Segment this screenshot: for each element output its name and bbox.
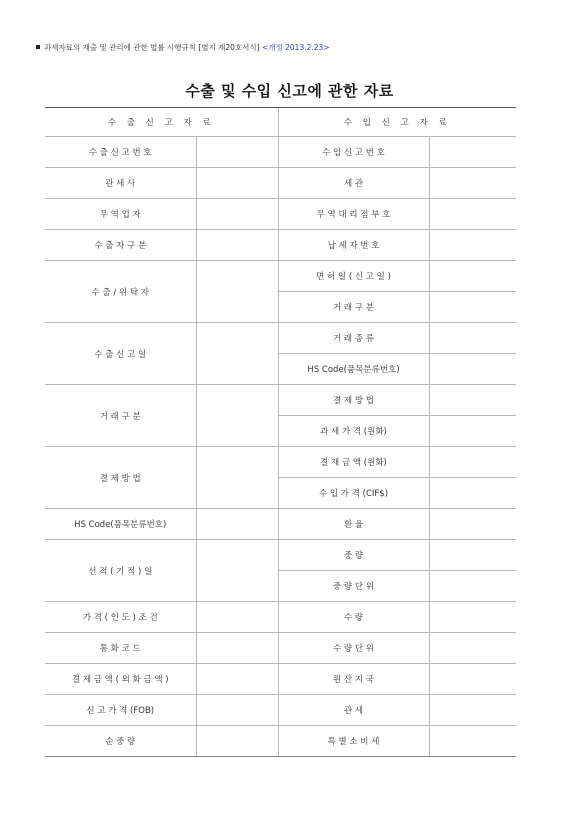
export-value-field[interactable]: [196, 633, 278, 664]
export-value-field[interactable]: [196, 230, 278, 261]
export-label: 무 역 업 자: [45, 199, 196, 230]
revision-date: <개정 2013.2.23>: [261, 43, 330, 52]
import-value-field[interactable]: [429, 695, 516, 726]
table-row: [45, 199, 516, 230]
export-value-field[interactable]: [196, 602, 278, 633]
export-value-field[interactable]: [196, 385, 278, 447]
import-value-field[interactable]: [429, 354, 516, 385]
import-label: 수 입 가 격 (CIF$): [278, 478, 429, 509]
table-row: [45, 509, 516, 540]
export-value-field[interactable]: [196, 168, 278, 199]
import-value-field[interactable]: [429, 137, 516, 168]
table-row: [45, 447, 516, 478]
import-value-field[interactable]: [429, 726, 516, 757]
export-value-field[interactable]: [196, 726, 278, 757]
export-label: 수 출 / 위 탁 자: [45, 261, 196, 323]
export-label: 수 출 신 고 번 호: [45, 137, 196, 168]
import-label: 거 래 구 분: [278, 292, 429, 323]
table-row: [45, 633, 516, 664]
export-value-field[interactable]: [196, 695, 278, 726]
import-label: 납 세 자 번 호: [278, 230, 429, 261]
table-row: [45, 540, 516, 571]
import-label: 수 량 단 위: [278, 633, 429, 664]
import-label: 무 역 대 리 점 부 호: [278, 199, 429, 230]
export-value-field[interactable]: [196, 137, 278, 168]
export-column-header: 수 출 신 고 자 료: [45, 108, 278, 137]
table-row: [45, 230, 516, 261]
table-row: [45, 726, 516, 757]
export-label: 수 출 자 구 분: [45, 230, 196, 261]
import-value-field[interactable]: [429, 509, 516, 540]
import-value-field[interactable]: [429, 664, 516, 695]
export-label: 수 출 신 고 일: [45, 323, 196, 385]
import-value-field[interactable]: [429, 447, 516, 478]
table-row: [45, 323, 516, 354]
import-label: 수 입 신 고 번 호: [278, 137, 429, 168]
import-value-field[interactable]: [429, 416, 516, 447]
export-label: 가 격 ( 인 도 ) 조 건: [45, 602, 196, 633]
import-label: 중 량: [278, 540, 429, 571]
import-label: 세 관: [278, 168, 429, 199]
form-reference-note: [36, 42, 330, 53]
export-value-field[interactable]: [196, 664, 278, 695]
export-label: 결 제 금 액 ( 외 화 금 액 ): [45, 664, 196, 695]
import-value-field[interactable]: [429, 385, 516, 416]
import-value-field[interactable]: [429, 602, 516, 633]
table-header-row: [45, 108, 516, 137]
import-value-field[interactable]: [429, 323, 516, 354]
import-label: 원 산 지 국: [278, 664, 429, 695]
export-label: 선 적 ( 기 적 ) 일: [45, 540, 196, 602]
import-label: 거 래 종 류: [278, 323, 429, 354]
table-row: [45, 664, 516, 695]
export-label: 순 중 량: [45, 726, 196, 757]
page-title: 수출 및 수입 신고에 관한 자료: [185, 82, 394, 100]
table-row: [45, 695, 516, 726]
import-label: 과 세 가 격 (원화): [278, 416, 429, 447]
export-value-field[interactable]: [196, 199, 278, 230]
import-label: 면 허 일 ( 신 고 일 ): [278, 261, 429, 292]
import-value-field[interactable]: [429, 230, 516, 261]
table-row: [45, 168, 516, 199]
import-label: 특 별 소 비 세: [278, 726, 429, 757]
declaration-table: [45, 107, 516, 757]
table-row: [45, 385, 516, 416]
export-label: 결 제 방 법: [45, 447, 196, 509]
import-value-field[interactable]: [429, 571, 516, 602]
table-row: [45, 602, 516, 633]
export-value-field[interactable]: [196, 447, 278, 509]
import-column-header: 수 입 신 고 자 료: [278, 108, 516, 137]
export-value-field[interactable]: [196, 323, 278, 385]
import-value-field[interactable]: [429, 261, 516, 292]
import-value-field[interactable]: [429, 199, 516, 230]
import-value-field[interactable]: [429, 168, 516, 199]
import-value-field[interactable]: [429, 540, 516, 571]
export-label: 관 세 사: [45, 168, 196, 199]
table-row: [45, 261, 516, 292]
bullet-icon: [36, 45, 40, 49]
import-label: 중 량 단 위: [278, 571, 429, 602]
import-label: HS Code(품목분류번호): [278, 354, 429, 385]
import-value-field[interactable]: [429, 478, 516, 509]
export-label: 신 고 가 격 (FOB): [45, 695, 196, 726]
table-row: [45, 137, 516, 168]
export-label: HS Code(품목분류번호): [45, 509, 196, 540]
import-value-field[interactable]: [429, 292, 516, 323]
import-label: 결 제 방 법: [278, 385, 429, 416]
form-reference-text: 과세자료의 제출 및 관리에 관한 법률 시행규칙 [별지 제20호서식]: [44, 43, 260, 52]
import-label: 결 재 금 액 (원화): [278, 447, 429, 478]
export-value-field[interactable]: [196, 509, 278, 540]
export-value-field[interactable]: [196, 540, 278, 602]
import-label: 관 세: [278, 695, 429, 726]
export-value-field[interactable]: [196, 261, 278, 323]
export-label: 거 래 구 분: [45, 385, 196, 447]
import-value-field[interactable]: [429, 633, 516, 664]
export-label: 통 화 코 드: [45, 633, 196, 664]
import-label: 수 량: [278, 602, 429, 633]
import-label: 환 율: [278, 509, 429, 540]
